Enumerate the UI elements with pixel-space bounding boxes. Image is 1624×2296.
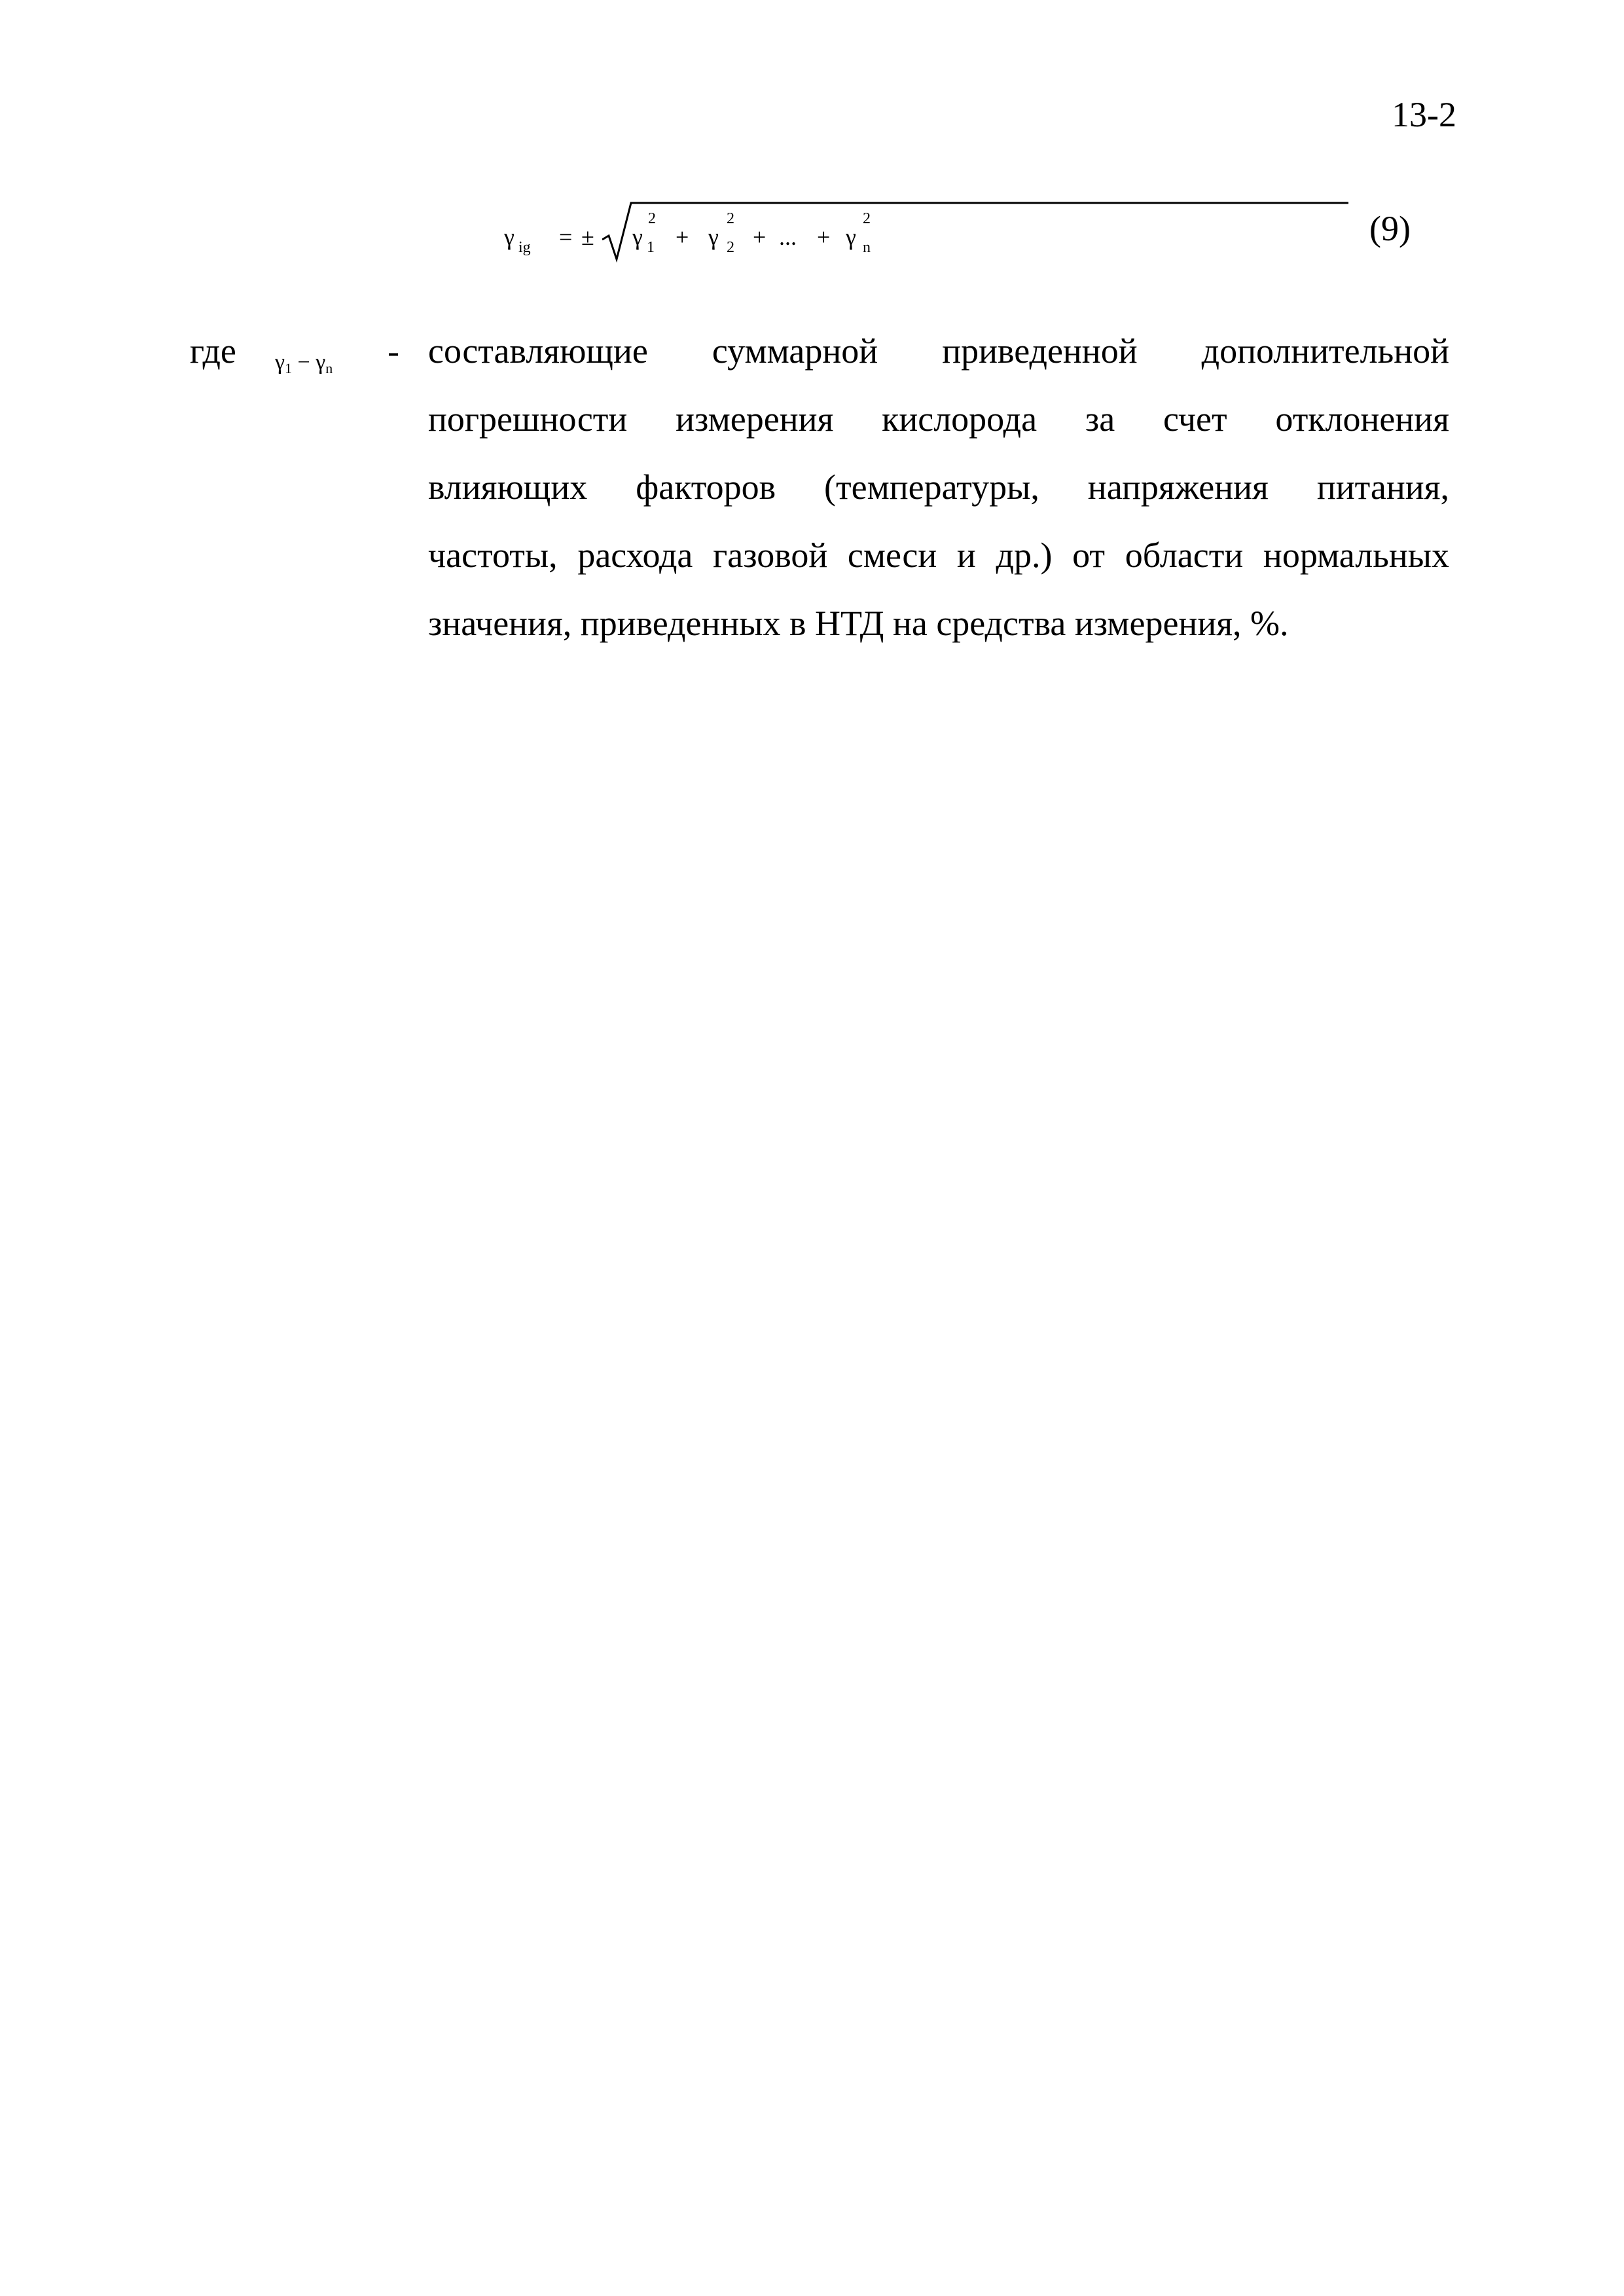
where-dash: -: [388, 331, 399, 371]
formula-ellipsis: ...: [779, 224, 797, 250]
formula-term2-subscript: 2: [727, 239, 734, 256]
formula-lhs-subscript: ig: [518, 239, 531, 256]
where-symbol-first-subscript: 1: [285, 360, 293, 376]
where-symbol-first: γ: [275, 350, 285, 374]
formula-termn-symbol: γ: [846, 224, 856, 250]
formula-plus-3: +: [817, 224, 831, 250]
formula-termn-superscript: 2: [863, 210, 871, 227]
formula-plus-2: +: [753, 224, 767, 250]
formula-plus-minus: ±: [581, 224, 594, 250]
formula-plus-1: +: [676, 224, 689, 250]
formula-term1-subscript: 1: [647, 239, 655, 256]
formula-lhs-symbol: γ: [504, 224, 514, 250]
definition-text: [428, 317, 1449, 657]
where-symbol-last: γ: [316, 350, 326, 374]
definition-line: погрешности измерения кислорода за счет отклонения: [428, 399, 1449, 439]
where-word: где: [190, 331, 236, 371]
formula-term2-superscript: 2: [727, 210, 734, 227]
definition-line: составляющие суммарной приведенной дополнительной: [428, 331, 1449, 371]
where-symbols: [275, 329, 333, 403]
formula-equals: =: [559, 224, 573, 250]
formula-term1-superscript: 2: [648, 210, 656, 227]
formula-term1-symbol: γ: [632, 224, 643, 250]
formula-term2-symbol: γ: [708, 224, 719, 250]
equation-number: (9): [1369, 209, 1411, 248]
formula-termn-subscript: n: [863, 239, 871, 256]
definition-line: влияющих факторов (температуры, напряжения питания,: [428, 467, 1449, 507]
where-minus: −: [297, 350, 310, 374]
definition-line: значения, приведенных в НТД на средства измерения, %.: [428, 604, 1289, 643]
page-number: 13-2: [1392, 95, 1456, 134]
definition-line: частоты, расхода газовой смеси и др.) от области нормальных: [428, 536, 1449, 575]
where-symbol-last-subscript: n: [325, 360, 333, 376]
